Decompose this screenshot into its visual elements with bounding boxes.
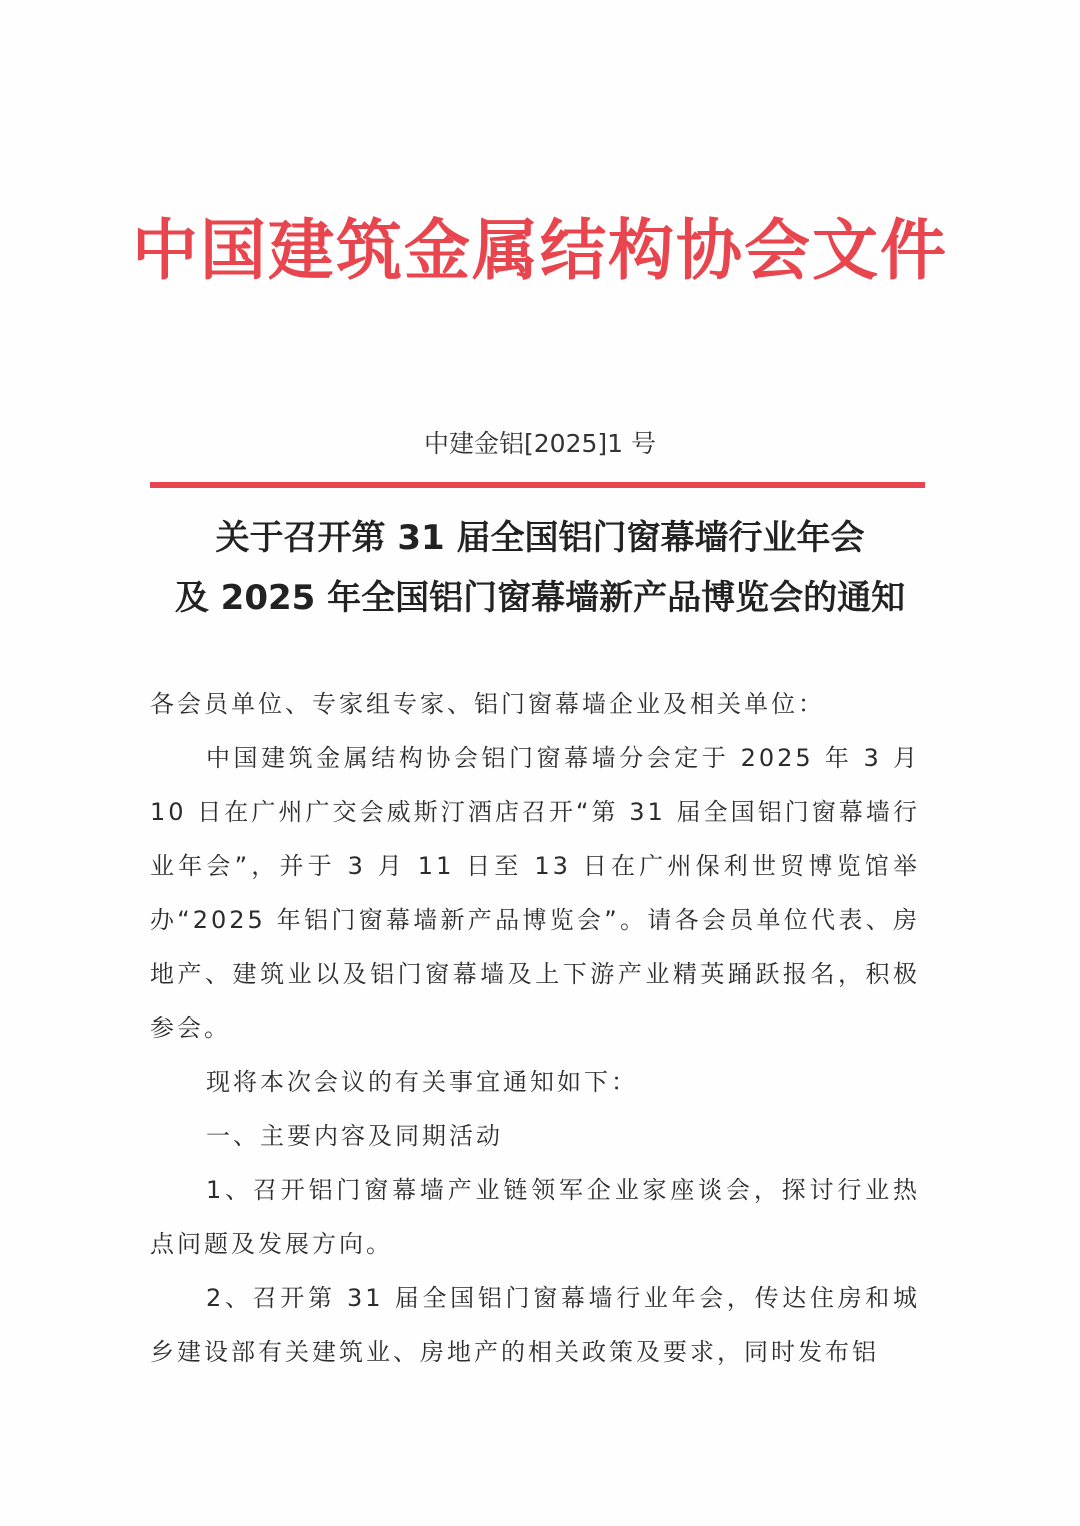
list-item-1: 1、召开铝门窗幕墙产业链领军企业家座谈会，探讨行业热点问题及发展方向。 <box>150 1176 920 1258</box>
notice-body <box>150 677 920 1379</box>
notice-title-line-2: 及 2025 年全国铝门窗幕墙新产品博览会的通知 <box>174 578 906 618</box>
notice-title-line-1: 关于召开第 31 届全国铝门窗幕墙行业年会 <box>215 518 865 558</box>
section-1-heading: 一、主要内容及同期活动 <box>206 1122 503 1150</box>
header-red-rule <box>150 482 925 488</box>
body-paragraph-2: 现将本次会议的有关事宜通知如下： <box>206 1068 638 1096</box>
notice-title <box>0 508 1080 628</box>
salutation: 各会员单位、专家组专家、铝门窗幕墙企业及相关单位： <box>150 690 825 718</box>
list-item-2: 2、召开第 31 届全国铝门窗幕墙行业年会，传达住房和城乡建设部有关建筑业、房地产的相关政策及要求，同时发布铝 <box>150 1284 920 1366</box>
document-number: 中建金铝[2025]1 号 <box>424 429 656 458</box>
body-paragraph-1: 中国建筑金属结构协会铝门窗幕墙分会定于 2025 年 3 月 10 日在广州广交会威斯汀酒店召开“第 31 届全国铝门窗幕墙行业年会”，并于 3 月 11 日至 13 日在广州保利世贸博览馆举办“2025 年铝门窗幕墙新产品博览会”。请各会员单位代表、房地产、建筑业以及铝门窗幕墙及上下游产业精英踊跃报名，积极参会。 <box>150 744 920 1042</box>
organization-header: 中国建筑金属结构协会文件 <box>132 211 948 289</box>
